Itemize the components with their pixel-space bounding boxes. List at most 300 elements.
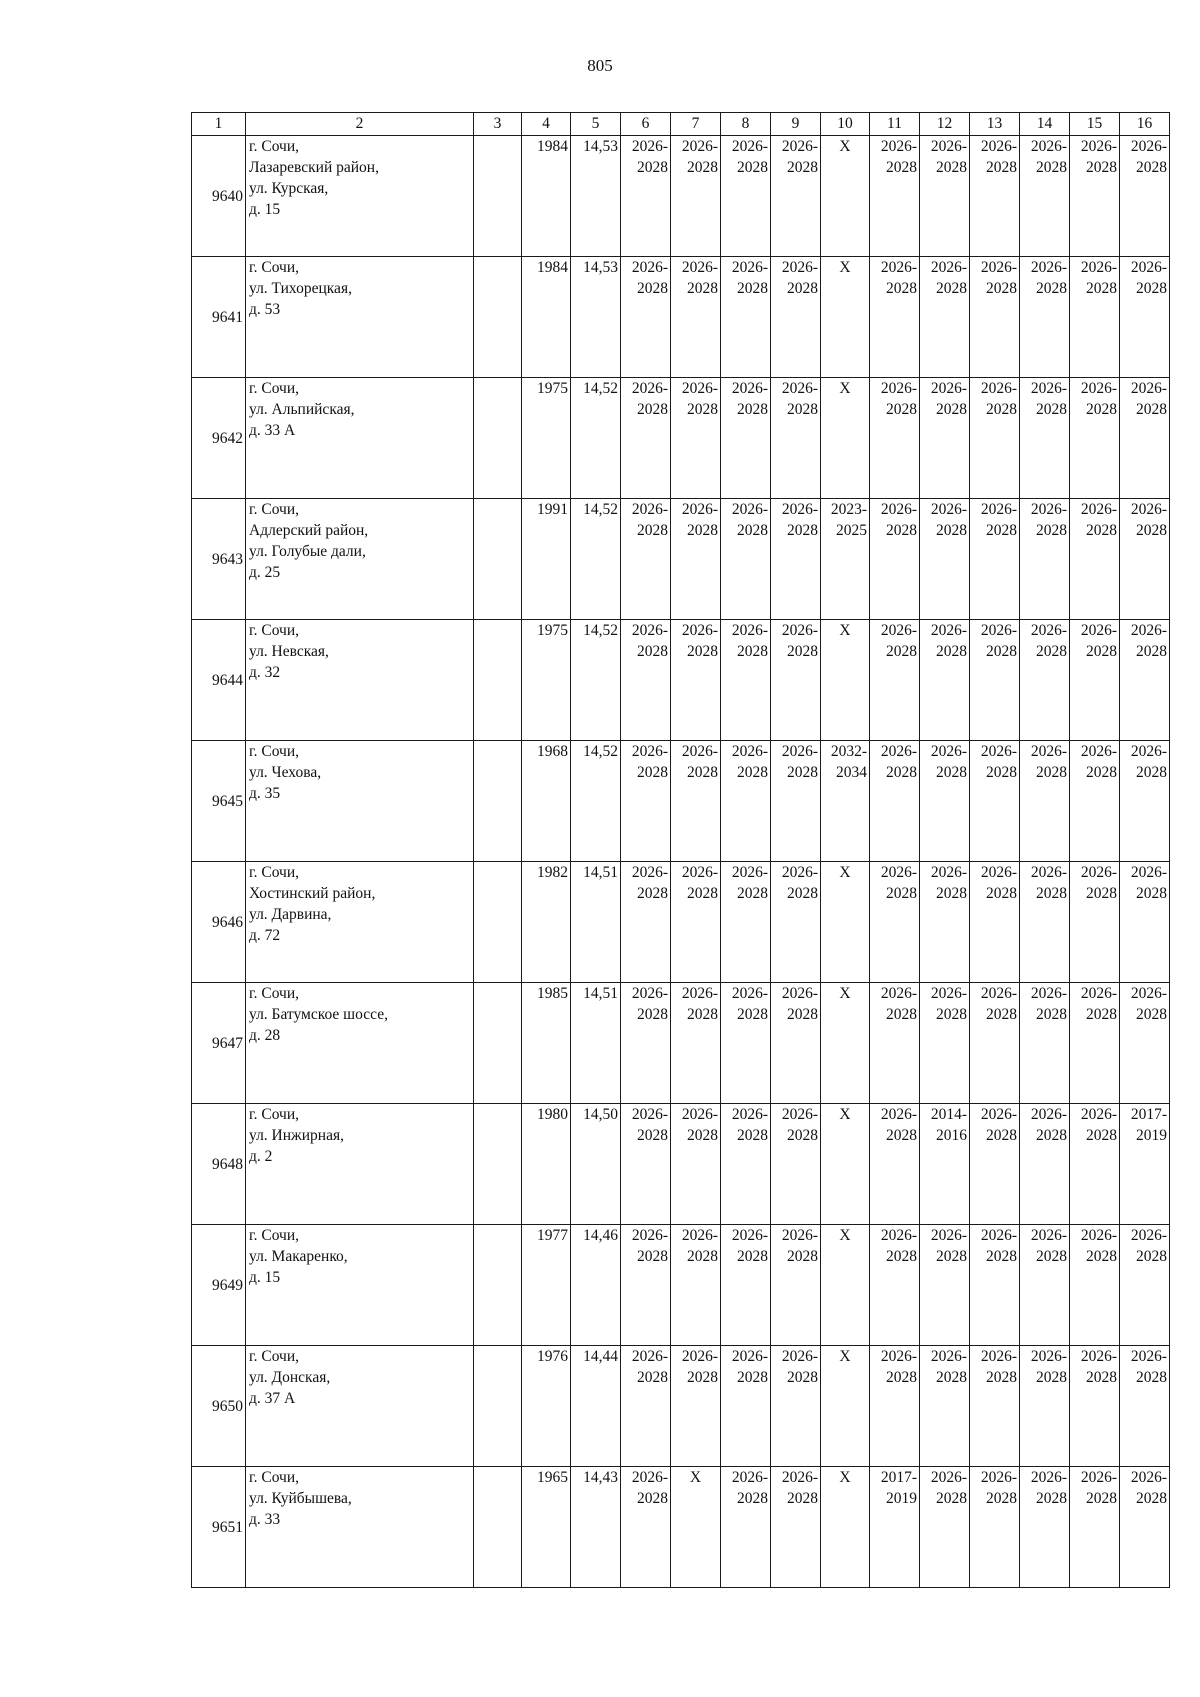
value-cell: 14,51 xyxy=(571,862,621,983)
period-line: 2026- xyxy=(631,1227,668,1244)
period-line: 2026- xyxy=(880,622,917,639)
period-cell xyxy=(1120,620,1170,741)
address-line: ул. Инжирная, xyxy=(249,1127,344,1144)
period-line: 2028 xyxy=(886,885,917,902)
period-line: 2028 xyxy=(1036,1127,1067,1144)
table-row xyxy=(192,499,1170,620)
period-line: 2028 xyxy=(936,764,967,781)
period-line: 2028 xyxy=(1036,280,1067,297)
period-line: 2028 xyxy=(1136,764,1167,781)
period-line: 2028 xyxy=(1086,1369,1117,1386)
period-line: 2026- xyxy=(681,864,718,881)
period-line: 2026- xyxy=(631,1348,668,1365)
period-line: 2028 xyxy=(986,1248,1017,1265)
column-number-header: 3 xyxy=(474,113,522,136)
address-line: д. 72 xyxy=(249,927,281,944)
period-line: 2028 xyxy=(637,522,668,539)
period-line: 2026- xyxy=(980,1469,1017,1486)
period-line: 2026- xyxy=(681,622,718,639)
period-cell xyxy=(1120,1346,1170,1467)
table-row xyxy=(192,1225,1170,1346)
address-line: ул. Макаренко, xyxy=(249,1248,348,1265)
period-cell xyxy=(771,983,821,1104)
period-line: 2026- xyxy=(930,138,967,155)
period-line: 2026- xyxy=(1030,259,1067,276)
period-line: 2028 xyxy=(1136,643,1167,660)
period-line: 2026- xyxy=(1080,138,1117,155)
period-line: 2028 xyxy=(1136,401,1167,418)
address-line: г. Сочи, xyxy=(249,985,300,1002)
address-line: д. 35 xyxy=(249,785,281,802)
table-row xyxy=(192,983,1170,1104)
year-cell: 1984 xyxy=(522,257,571,378)
period-line: 2028 xyxy=(1036,522,1067,539)
column-number-header: 15 xyxy=(1070,113,1120,136)
record-number-cell: 9646 xyxy=(192,862,246,983)
period-line: 2028 xyxy=(687,885,718,902)
period-line: 2026- xyxy=(1130,259,1167,276)
address-line: г. Сочи, xyxy=(249,138,300,155)
period-line: 2026- xyxy=(1080,259,1117,276)
address-line: г. Сочи, xyxy=(249,501,300,518)
period-cell xyxy=(621,499,671,620)
period-line: Х xyxy=(839,1227,851,1244)
period-line: 2026- xyxy=(930,622,967,639)
period-line: 2028 xyxy=(886,280,917,297)
value-cell: 14,46 xyxy=(571,1225,621,1346)
address-cell xyxy=(246,862,474,983)
value-cell: 14,50 xyxy=(571,1104,621,1225)
period-cell xyxy=(721,1346,771,1467)
period-cell xyxy=(621,1346,671,1467)
period-cell xyxy=(1020,620,1070,741)
period-line: 2026- xyxy=(1030,380,1067,397)
period-line: 2028 xyxy=(1036,401,1067,418)
address-line: д. 33 А xyxy=(249,422,296,439)
record-number-cell: 9645 xyxy=(192,741,246,862)
period-cell xyxy=(721,620,771,741)
period-line: 2026- xyxy=(880,259,917,276)
period-line: 2026- xyxy=(731,138,768,155)
address-line: д. 32 xyxy=(249,664,281,681)
record-number-cell: 9651 xyxy=(192,1467,246,1588)
period-cell xyxy=(821,983,870,1104)
period-line: 2028 xyxy=(1086,643,1117,660)
period-cell xyxy=(870,1467,920,1588)
period-line: 2026- xyxy=(930,501,967,518)
column-3-cell xyxy=(474,1467,522,1588)
period-cell xyxy=(821,257,870,378)
period-cell xyxy=(870,136,920,257)
period-line: 2026- xyxy=(1130,380,1167,397)
year-cell: 1965 xyxy=(522,1467,571,1588)
period-line: 2026- xyxy=(781,138,818,155)
year-cell: 1976 xyxy=(522,1346,571,1467)
address-cell xyxy=(246,1346,474,1467)
period-line: 2028 xyxy=(986,522,1017,539)
address-line: г. Сочи, xyxy=(249,622,300,639)
period-cell xyxy=(1020,862,1070,983)
period-line: 2026- xyxy=(1130,743,1167,760)
period-cell xyxy=(1070,1467,1120,1588)
period-line: 2026- xyxy=(1080,1348,1117,1365)
period-line: 2028 xyxy=(637,1369,668,1386)
address-cell xyxy=(246,1467,474,1588)
period-cell xyxy=(970,1104,1020,1225)
period-line: 2026- xyxy=(731,1469,768,1486)
period-line: 2026- xyxy=(1030,985,1067,1002)
period-line: Х xyxy=(839,864,851,881)
period-line: 2026- xyxy=(930,1348,967,1365)
period-line: 2026- xyxy=(980,380,1017,397)
period-line: 2026- xyxy=(930,743,967,760)
period-line: 2026- xyxy=(980,1106,1017,1123)
period-line: 2028 xyxy=(1136,1490,1167,1507)
page-number: 805 xyxy=(587,56,613,75)
period-line: 2028 xyxy=(787,280,818,297)
address-line: д. 28 xyxy=(249,1027,281,1044)
column-number-header: 8 xyxy=(721,113,771,136)
period-line: 2026- xyxy=(781,622,818,639)
period-line: 2025 xyxy=(836,522,867,539)
period-line: 2028 xyxy=(637,159,668,176)
period-line: 2026- xyxy=(731,1348,768,1365)
period-line: 2026- xyxy=(781,743,818,760)
record-number-cell: 9640 xyxy=(192,136,246,257)
value-cell: 14,53 xyxy=(571,136,621,257)
period-cell xyxy=(721,1225,771,1346)
period-cell xyxy=(721,983,771,1104)
address-line: ул. Голубые дали, xyxy=(249,543,366,560)
period-line: 2028 xyxy=(787,401,818,418)
period-line: 2028 xyxy=(1086,1490,1117,1507)
period-cell xyxy=(1120,378,1170,499)
period-line: 2026- xyxy=(880,501,917,518)
period-cell xyxy=(1020,1104,1070,1225)
period-cell xyxy=(771,741,821,862)
period-line: 2026- xyxy=(731,743,768,760)
period-cell xyxy=(821,862,870,983)
period-line: 2028 xyxy=(936,1006,967,1023)
period-line: 2028 xyxy=(787,1127,818,1144)
period-line: 2026- xyxy=(731,1227,768,1244)
period-line: Х xyxy=(689,1469,702,1486)
period-line: 2028 xyxy=(1086,1127,1117,1144)
column-3-cell xyxy=(474,1346,522,1467)
period-cell xyxy=(870,1346,920,1467)
year-cell: 1984 xyxy=(522,136,571,257)
period-line: 2028 xyxy=(687,1369,718,1386)
period-line: 2026- xyxy=(781,259,818,276)
period-line: 2028 xyxy=(1086,764,1117,781)
period-cell xyxy=(920,741,970,862)
period-cell xyxy=(1020,378,1070,499)
period-line: 2023- xyxy=(830,501,867,518)
period-line: 2028 xyxy=(737,643,768,660)
period-line: 2026- xyxy=(781,864,818,881)
year-cell: 1977 xyxy=(522,1225,571,1346)
period-cell xyxy=(970,499,1020,620)
period-line: Х xyxy=(839,1348,851,1365)
period-line: 2028 xyxy=(986,280,1017,297)
period-cell xyxy=(1070,983,1120,1104)
period-line: 2028 xyxy=(1136,280,1167,297)
column-3-cell xyxy=(474,983,522,1104)
period-line: 2026- xyxy=(980,259,1017,276)
period-line: 2026- xyxy=(980,1348,1017,1365)
period-line: 2028 xyxy=(637,1490,668,1507)
period-cell xyxy=(621,136,671,257)
year-cell: 1968 xyxy=(522,741,571,862)
year-cell: 1991 xyxy=(522,499,571,620)
period-cell xyxy=(821,499,870,620)
period-line: 2028 xyxy=(936,522,967,539)
period-cell xyxy=(671,862,721,983)
period-line: 2028 xyxy=(1086,280,1117,297)
period-line: 2028 xyxy=(986,1006,1017,1023)
table-row xyxy=(192,620,1170,741)
period-line: 2028 xyxy=(1136,1248,1167,1265)
housing-registry-table xyxy=(191,112,1170,1588)
period-cell xyxy=(920,862,970,983)
period-line: 2026- xyxy=(1130,501,1167,518)
period-line: 2028 xyxy=(637,885,668,902)
period-cell xyxy=(970,257,1020,378)
period-cell xyxy=(870,257,920,378)
period-line: 2026- xyxy=(880,864,917,881)
address-line: ул. Дарвина, xyxy=(249,906,332,923)
period-line: 2026- xyxy=(880,985,917,1002)
period-line: 2028 xyxy=(687,159,718,176)
period-line: 2026- xyxy=(681,1227,718,1244)
period-line: 2026- xyxy=(1030,864,1067,881)
period-cell xyxy=(771,620,821,741)
period-line: 2028 xyxy=(637,280,668,297)
period-line: 2028 xyxy=(986,643,1017,660)
period-line: 2028 xyxy=(637,764,668,781)
table-row xyxy=(192,378,1170,499)
address-cell xyxy=(246,983,474,1104)
address-line: г. Сочи, xyxy=(249,1469,300,1486)
period-line: 2026- xyxy=(880,380,917,397)
period-cell xyxy=(671,136,721,257)
period-line: 2028 xyxy=(787,643,818,660)
period-line: 2028 xyxy=(886,1127,917,1144)
period-line: 2028 xyxy=(687,1006,718,1023)
address-line: г. Сочи, xyxy=(249,743,300,760)
period-line: 2032- xyxy=(830,743,867,760)
period-cell xyxy=(821,136,870,257)
period-line: 2028 xyxy=(737,522,768,539)
period-cell xyxy=(870,741,920,862)
address-line: ул. Батумское шоссе, xyxy=(249,1006,388,1023)
period-cell xyxy=(621,1225,671,1346)
period-line: 2026- xyxy=(681,380,718,397)
period-line: 2026- xyxy=(631,259,668,276)
period-line: 2028 xyxy=(1036,643,1067,660)
record-number-cell: 9647 xyxy=(192,983,246,1104)
address-line: д. 15 xyxy=(249,1269,281,1286)
period-line: Х xyxy=(839,1469,851,1486)
period-line: 2026- xyxy=(681,501,718,518)
record-number-cell: 9642 xyxy=(192,378,246,499)
period-line: 2028 xyxy=(1086,1248,1117,1265)
period-line: 2028 xyxy=(1136,1006,1167,1023)
address-line: г. Сочи, xyxy=(249,1106,300,1123)
address-line: ул. Невская, xyxy=(249,643,329,660)
column-3-cell xyxy=(474,378,522,499)
period-cell xyxy=(1020,741,1070,862)
period-line: Х xyxy=(839,138,851,155)
address-line: ул. Чехова, xyxy=(249,764,322,781)
period-cell xyxy=(771,378,821,499)
period-line: 2026- xyxy=(880,1348,917,1365)
period-line: 2028 xyxy=(1086,885,1117,902)
column-number-header: 10 xyxy=(821,113,870,136)
period-line: 2026- xyxy=(1080,622,1117,639)
period-line: 2028 xyxy=(986,1127,1017,1144)
period-line: 2028 xyxy=(637,1127,668,1144)
column-3-cell xyxy=(474,1104,522,1225)
period-cell xyxy=(1070,136,1120,257)
value-cell: 14,44 xyxy=(571,1346,621,1467)
record-number-cell: 9643 xyxy=(192,499,246,620)
period-line: 2026- xyxy=(731,864,768,881)
period-line: 2028 xyxy=(787,1490,818,1507)
period-cell xyxy=(1020,136,1070,257)
period-line: 2028 xyxy=(1036,1490,1067,1507)
period-line: 2028 xyxy=(787,885,818,902)
address-cell xyxy=(246,1104,474,1225)
period-cell xyxy=(920,983,970,1104)
period-line: 2026- xyxy=(930,864,967,881)
period-line: 2028 xyxy=(1086,159,1117,176)
period-cell xyxy=(870,620,920,741)
address-line: д. 25 xyxy=(249,564,281,581)
period-cell xyxy=(1120,499,1170,620)
period-line: 2028 xyxy=(687,643,718,660)
period-line: Х xyxy=(839,1106,851,1123)
record-number-cell: 9650 xyxy=(192,1346,246,1467)
address-line: д. 37 А xyxy=(249,1390,296,1407)
period-line: 2026- xyxy=(1080,743,1117,760)
period-line: 2028 xyxy=(1136,159,1167,176)
period-line: 2028 xyxy=(986,885,1017,902)
period-cell xyxy=(970,741,1020,862)
period-cell xyxy=(721,136,771,257)
period-line: 2028 xyxy=(737,401,768,418)
period-line: 2028 xyxy=(986,159,1017,176)
period-cell xyxy=(721,499,771,620)
period-line: 2026- xyxy=(1130,864,1167,881)
period-line: 2028 xyxy=(986,1369,1017,1386)
period-cell xyxy=(721,741,771,862)
period-line: 2026- xyxy=(781,1227,818,1244)
period-line: 2028 xyxy=(637,1006,668,1023)
address-line: ул. Курская, xyxy=(249,180,329,197)
period-line: 2028 xyxy=(1086,1006,1117,1023)
address-cell xyxy=(246,499,474,620)
value-cell: 14,51 xyxy=(571,983,621,1104)
address-cell xyxy=(246,741,474,862)
value-cell: 14,52 xyxy=(571,378,621,499)
period-line: 2028 xyxy=(1036,159,1067,176)
table-row xyxy=(192,1104,1170,1225)
table-row xyxy=(192,1467,1170,1588)
address-line: ул. Альпийская, xyxy=(249,401,355,418)
period-line: 2028 xyxy=(886,643,917,660)
period-line: 2028 xyxy=(1036,1369,1067,1386)
address-line: Лазаревский район, xyxy=(249,159,379,176)
column-number-header: 11 xyxy=(870,113,920,136)
period-line: 2026- xyxy=(1080,1469,1117,1486)
period-line: 2028 xyxy=(1136,1369,1167,1386)
value-cell: 14,52 xyxy=(571,741,621,862)
column-number-header: 7 xyxy=(671,113,721,136)
period-line: 2026- xyxy=(980,501,1017,518)
column-3-cell xyxy=(474,620,522,741)
period-line: 2026- xyxy=(1030,1469,1067,1486)
period-cell xyxy=(870,378,920,499)
value-cell: 14,43 xyxy=(571,1467,621,1588)
period-line: 2028 xyxy=(787,1006,818,1023)
period-cell xyxy=(821,1225,870,1346)
column-number-header: 16 xyxy=(1120,113,1170,136)
period-line: 2026- xyxy=(1030,743,1067,760)
period-line: 2026- xyxy=(1030,1106,1067,1123)
period-line: 2026- xyxy=(980,985,1017,1002)
period-cell xyxy=(1070,862,1120,983)
period-line: 2026- xyxy=(980,864,1017,881)
address-line: д. 53 xyxy=(249,301,281,318)
address-line: ул. Тихорецкая, xyxy=(249,280,352,297)
address-cell xyxy=(246,620,474,741)
column-3-cell xyxy=(474,136,522,257)
period-line: 2026- xyxy=(880,138,917,155)
period-line: 2028 xyxy=(936,1369,967,1386)
period-cell xyxy=(771,1467,821,1588)
period-cell xyxy=(1070,1225,1120,1346)
period-line: 2028 xyxy=(787,159,818,176)
period-cell xyxy=(621,741,671,862)
period-line: 2016 xyxy=(936,1127,967,1144)
period-line: 2026- xyxy=(731,985,768,1002)
period-line: 2026- xyxy=(781,1469,818,1486)
address-line: г. Сочи, xyxy=(249,259,300,276)
period-cell xyxy=(771,136,821,257)
period-cell xyxy=(920,1104,970,1225)
period-line: 2026- xyxy=(980,138,1017,155)
column-number-header: 1 xyxy=(192,113,246,136)
period-line: 2028 xyxy=(1086,522,1117,539)
period-cell xyxy=(1070,1104,1120,1225)
column-number-header: 13 xyxy=(970,113,1020,136)
period-line: 2026- xyxy=(1080,985,1117,1002)
period-line: 2028 xyxy=(687,522,718,539)
period-line: 2028 xyxy=(936,1248,967,1265)
period-line: 2028 xyxy=(886,522,917,539)
period-line: 2028 xyxy=(936,401,967,418)
column-number-header: 5 xyxy=(571,113,621,136)
period-cell xyxy=(771,499,821,620)
address-line: г. Сочи, xyxy=(249,1227,300,1244)
address-line: Адлерский район, xyxy=(249,522,369,539)
period-line: 2028 xyxy=(637,401,668,418)
period-line: 2026- xyxy=(980,743,1017,760)
period-cell xyxy=(671,1225,721,1346)
period-line: 2017- xyxy=(880,1469,917,1486)
period-cell xyxy=(1020,1467,1070,1588)
